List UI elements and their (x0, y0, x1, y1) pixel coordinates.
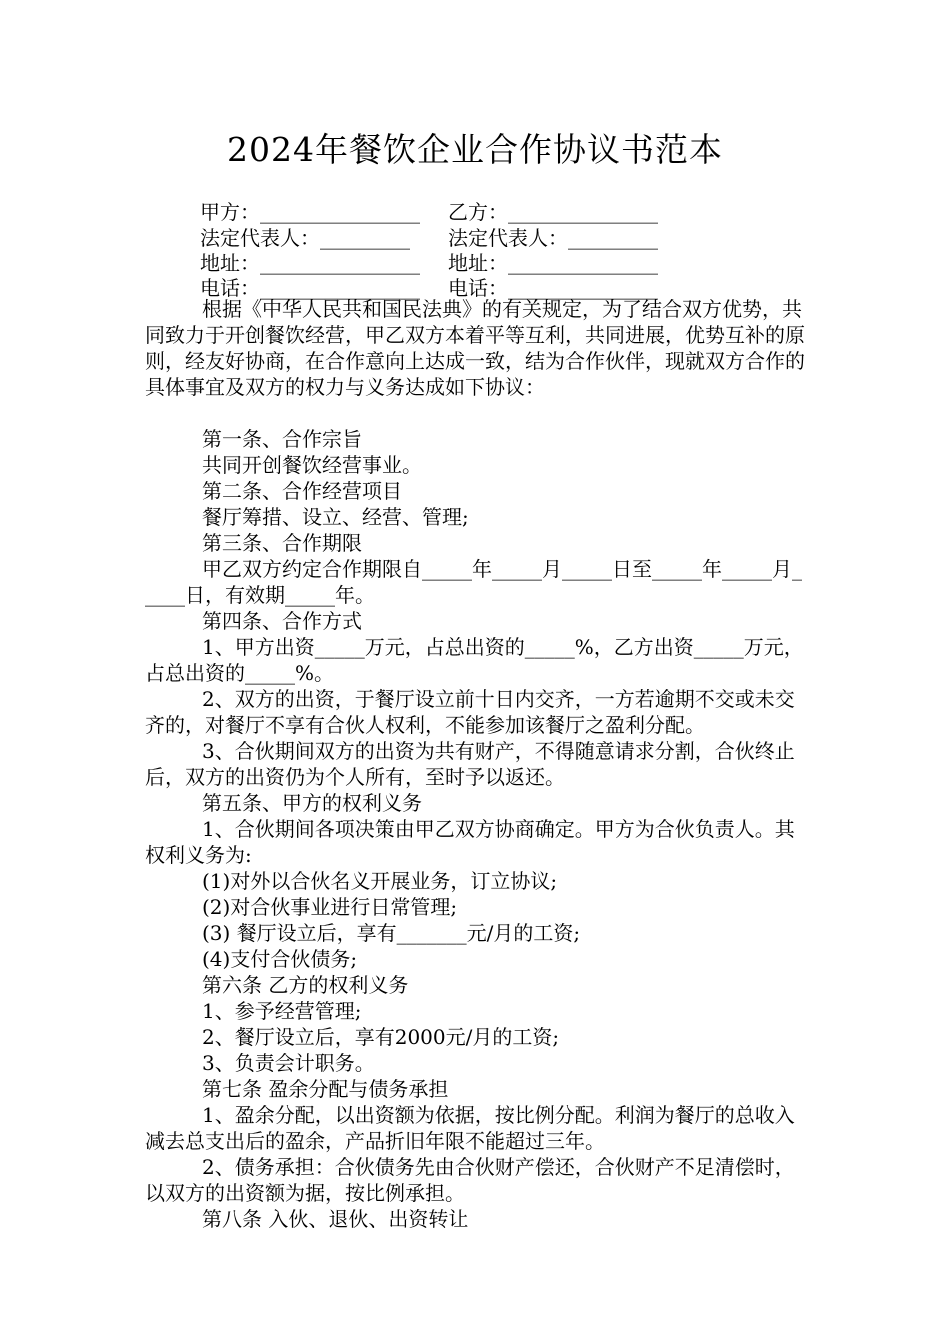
party-b-phone: 电话：_______________ (448, 276, 658, 300)
article-7-item-1: 1、盈余分配，以出资额为依据，按比例分配。利润为餐厅的总收入减去总支出后的盈余，产品折旧年限不能超过三年。 (145, 1103, 795, 1153)
article-1-text: 共同开创餐饮经营事业。 (202, 453, 422, 477)
agreement-body (145, 296, 810, 1232)
article-7-heading: 第七条 盈余分配与债务承担 (202, 1077, 449, 1101)
article-7-item-2: 2、债务承担：合伙债务先由合伙财产偿还，合伙财产不足清偿时，以双方的出资额为据，按比例承担。 (145, 1155, 795, 1205)
blank-line (145, 400, 810, 426)
article-5-item-1: 1、合伙期间各项决策由甲乙双方协商确定。甲方为合伙负责人。其权利义务为: (145, 817, 795, 867)
article-6-heading: 第六条 乙方的权利义务 (202, 973, 409, 997)
preamble-paragraph: 根据《中华人民共和国民法典》的有关规定，为了结合双方优势，共同致力于开创餐饮经营，甲乙双方本着平等互利，共同进展，优势互补的原则，经友好协商，在合作意向上达成一致，结为合作伙伴，现就双方合作的具体事宜及双方的权力与义务达成如下协议： (145, 297, 805, 399)
party-a-name: 甲方：________________ (200, 200, 420, 224)
party-b-representative: 法定代表人：_________ (448, 226, 658, 250)
article-4-item-2: 2、双方的出资，于餐厅设立前十日内交齐，一方若逾期不交或未交齐的，对餐厅不享有合伙人权利，不能参加该餐厅之盈利分配。 (145, 687, 795, 737)
article-6-item-1: 1、参予经营管理; (202, 999, 362, 1023)
article-5-sub-4: (4)支付合伙债务; (202, 947, 358, 971)
article-3-text: 甲乙双方约定合作期限自_____年_____月_____日至_____年_____月_____日，有效期_____年。 (145, 557, 802, 607)
article-5-heading: 第五条、甲方的权利义务 (202, 791, 422, 815)
article-6-item-2: 2、餐厅设立后，享有2000元/月的工资; (202, 1025, 560, 1049)
article-8-heading: 第八条 入伙、退伙、出资转让 (202, 1207, 469, 1231)
party-b-name: 乙方：_______________ (448, 200, 658, 224)
party-b-address: 地址：_______________ (448, 251, 658, 275)
article-4-item-3: 3、合伙期间双方的出资为共有财产，不得随意请求分割，合伙终止后，双方的出资仍为个人所有，至时予以返还。 (145, 739, 795, 789)
article-2-text: 餐厅筹措、设立、经营、管理; (202, 505, 469, 529)
party-a-address: 地址：________________ (200, 251, 420, 275)
article-4-item-1: 1、甲方出资_____万元，占总出资的_____%，乙方出资_____万元，占总出资的_____%。 (145, 635, 804, 685)
document-title: 2024年餐饮企业合作协议书范本 (227, 130, 723, 169)
party-a-representative: 法定代表人：_________ (200, 226, 410, 250)
article-5-sub-3: (3) 餐厅设立后，享有_______元/月的工资; (202, 921, 581, 945)
article-4-heading: 第四条、合作方式 (202, 609, 362, 633)
article-5-sub-1: (1)对外以合伙名义开展业务，订立协议; (202, 869, 558, 893)
article-6-item-3: 3、负责会计职务。 (202, 1051, 375, 1075)
party-a-phone: 电话：________________ (200, 276, 420, 300)
article-1-heading: 第一条、合作宗旨 (202, 427, 362, 451)
article-3-heading: 第三条、合作期限 (202, 531, 362, 555)
article-2-heading: 第二条、合作经营项目 (202, 479, 402, 503)
article-5-sub-2: (2)对合伙事业进行日常管理; (202, 895, 458, 919)
